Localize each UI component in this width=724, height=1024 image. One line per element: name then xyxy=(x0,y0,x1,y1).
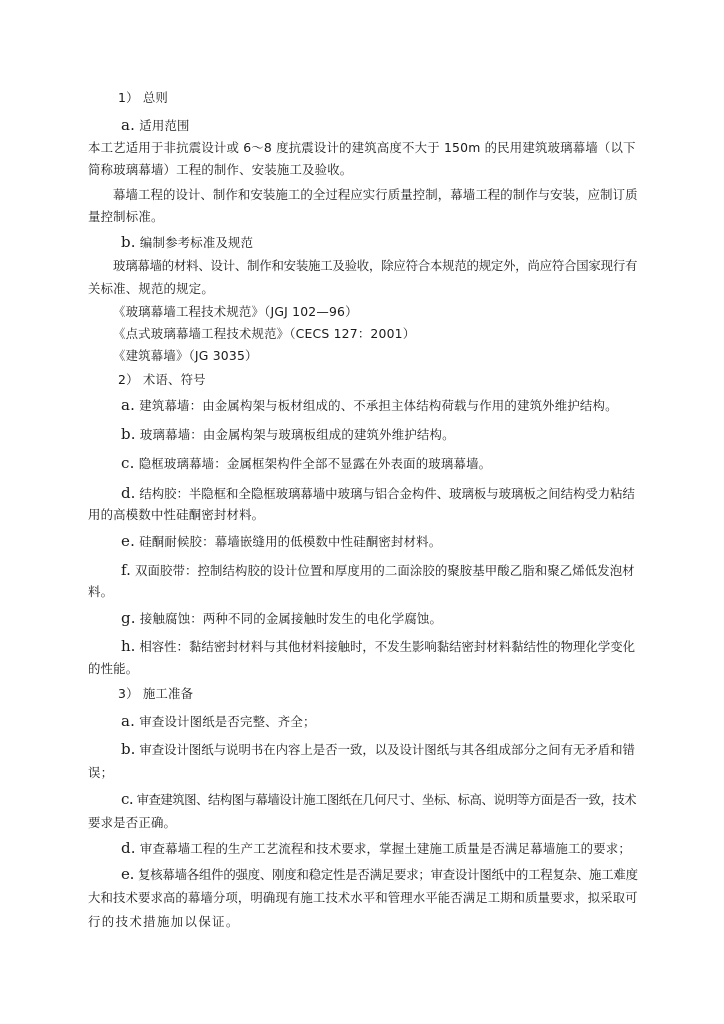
definition-item xyxy=(121,455,491,472)
item-text: 审查设计图纸是否完整、齐全； xyxy=(139,714,316,729)
item-letter: b. xyxy=(121,740,136,758)
item-text: 隐框玻璃幕墙：金属框架构件全部不显露在外表面的玻璃幕墙。 xyxy=(138,456,492,471)
item-letter: e. xyxy=(121,532,136,550)
preparation-item xyxy=(121,741,635,758)
definition-item xyxy=(121,426,455,443)
item-letter: c. xyxy=(121,454,135,472)
item-text: 相容性：黏结密封材料与其他材料接触时，不发生影响黏结密封材料黏结性的物理化学变化 xyxy=(139,639,636,654)
section-1a-heading xyxy=(121,117,190,134)
preparation-item xyxy=(121,840,631,857)
paragraph-line: 误； xyxy=(88,765,114,780)
preparation-item xyxy=(121,791,636,808)
definition-item xyxy=(121,533,441,550)
definition-item xyxy=(121,485,635,502)
reference-line: 《建筑幕墙》（JG 3035） xyxy=(113,348,258,363)
paragraph-line: 要求是否正确。 xyxy=(88,815,177,830)
item-letter: c. xyxy=(121,790,134,808)
item-letter: a. xyxy=(121,116,136,134)
paragraph-line: 大和技术要求高的幕墙分项，明确现有施工技术水平和管理水平能否满足工期和质量要求，拟采取可 xyxy=(88,890,638,905)
item-letter: a. xyxy=(121,396,136,414)
definition-item xyxy=(121,610,442,627)
paragraph-line: 简称玻璃幕墙）工程的制作、安装施工及验收。 xyxy=(88,162,353,177)
paragraph-line: 幕墙工程的设计、制作和安装施工的全过程应实行质量控制，幕墙工程的制作与安装，应制订质 xyxy=(113,187,638,202)
item-text: 双面胶带：控制结构胶的设计位置和厚度用的二面涂胶的聚胺基甲酸乙脂和聚乙烯低发泡材 xyxy=(135,563,635,578)
section-3-title: 3） 施工准备 xyxy=(118,686,194,701)
item-letter: e. xyxy=(121,865,135,883)
paragraph-line: 的性能。 xyxy=(88,661,139,676)
item-text: 建筑幕墙：由金属构架与板材组成的、不承担主体结构荷载与作用的建筑外维护结构。 xyxy=(139,398,618,413)
item-text: 审查幕墙工程的生产工艺流程和技术要求，掌握土建施工质量是否满足幕墙施工的要求； xyxy=(139,841,631,856)
section-1-title: 1） 总则 xyxy=(118,90,168,105)
item-text: 结构胶：半隐框和全隐框玻璃幕墙中玻璃与铝合金构件、玻璃板与玻璃板之间结构受力粘结 xyxy=(139,486,635,501)
paragraph-line: 量控制标准。 xyxy=(88,209,164,224)
item-letter: d. xyxy=(121,484,136,502)
heading-text: 适用范围 xyxy=(139,118,190,133)
item-text: 审查设计图纸与说明书在内容上是否一致，以及设计图纸与其各组成部分之间有无矛盾和错 xyxy=(139,742,635,757)
paragraph-line: 料。 xyxy=(88,584,114,599)
reference-line: 《玻璃幕墙工程技术规范》（JGJ 102—96） xyxy=(113,304,358,319)
heading-text: 编制参考标准及规范 xyxy=(139,235,254,250)
item-letter: g. xyxy=(121,609,136,627)
definition-item xyxy=(121,562,635,579)
paragraph-line: 行的技术措施加以保证。 xyxy=(88,914,240,929)
item-letter: a. xyxy=(121,712,136,730)
item-text: 审查建筑图、结构图与幕墙设计施工图纸在几何尺寸、坐标、标高、说明等方面是否一致，技术 xyxy=(136,792,637,807)
item-text: 硅酮耐候胶：幕墙嵌缝用的低模数中性硅酮密封材料。 xyxy=(139,534,442,549)
item-text: 复核幕墙各组件的强度、刚度和稳定性是否满足要求；审查设计图纸中的工程复杂、施工难度 xyxy=(138,867,638,882)
item-letter: h. xyxy=(121,637,136,655)
definition-item xyxy=(121,638,635,655)
preparation-item xyxy=(121,713,316,730)
section-2-title: 2） 术语、符号 xyxy=(118,372,206,387)
section-1b-heading xyxy=(121,234,253,251)
paragraph-line: 玻璃幕墙的材料、设计、制作和安装施工及验收，除应符合本规范的规定外，尚应符合国家现行有 xyxy=(113,258,638,273)
reference-line: 《点式玻璃幕墙工程技术规范》（CECS 127：2001） xyxy=(113,326,416,341)
paragraph-line: 关标准、规范的规定。 xyxy=(88,281,214,296)
item-letter: b. xyxy=(121,233,136,251)
paragraph-line: 用的高模数中性硅酮密封材料。 xyxy=(88,507,265,522)
item-text: 接触腐蚀：两种不同的金属接触时发生的电化学腐蚀。 xyxy=(139,611,443,626)
paragraph-line: 本工艺适用于非抗震设计或 6～8 度抗震设计的建筑高度不大于 150m 的民用建筑玻璃幕墙（以下 xyxy=(88,140,636,155)
item-letter: f. xyxy=(121,561,131,579)
preparation-item xyxy=(121,866,638,883)
definition-item xyxy=(121,397,618,414)
item-text: 玻璃幕墙：由金属构架与玻璃板组成的建筑外维护结构。 xyxy=(139,427,455,442)
item-letter: d. xyxy=(121,839,136,857)
item-letter: b. xyxy=(121,425,136,443)
